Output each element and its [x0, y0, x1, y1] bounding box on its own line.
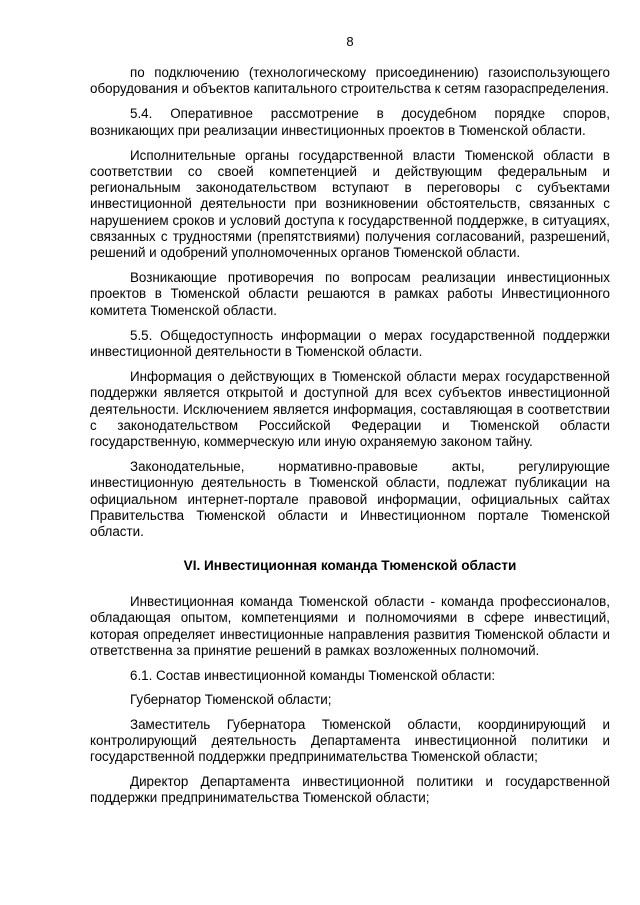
document-body	[90, 65, 610, 816]
paragraph-governor: Губернатор Тюменской области;	[130, 692, 332, 708]
paragraph-5-5: 5.5. Общедоступность информации о мерах государственной поддержки инвестиционной деятельности в Тюменской области.	[90, 327, 610, 360]
paragraph-5-4: 5.4. Оперативное рассмотрение в досудебном порядке споров, возникающих при реализации инвестиционных проектов в Тюменской области.	[90, 106, 610, 138]
paragraph-information-open: Информация о действующих в Тюменской области мерах государственной поддержки является открытой и доступной для всех субъектов инвестиционной деятельности. Исключением является информация, составляющая в соответствии с законодательством Российской Федерации и Тюменской области государственную, коммерческую или иную охраняемую законом тайну.	[90, 369, 610, 450]
page-number: 8	[346, 34, 354, 49]
paragraph-legislative-acts: Законодательные, нормативно-правовые акты, регулирующие инвестиционную деятельность в Тюменской области, подлежат публикации на официальном интернет-портале правовой информации, официальных сайтах Правительства Тюменской области и Инвестиционном портале Тюменской области.	[90, 459, 610, 540]
paragraph-investment-team: Инвестиционная команда Тюменской области - команда профессионалов, обладающая опытом, компетенциями и полномочиями в сфере инвестиций, которая определяет инвестиционные направления развития Тюменской области и ответственна за принятие решений в рамках возложенных полномочий.	[90, 594, 610, 658]
paragraph-contradictions: Возникающие противоречия по вопросам реализации инвестиционных проектов в Тюменской области решаются в рамках работы Инвестиционного комитета Тюменской области.	[90, 270, 610, 318]
paragraph-department-director: Директор Департамента инвестиционной политики и государственной поддержки предпринимательства Тюменской области;	[90, 774, 610, 806]
paragraph-executive-bodies: Исполнительные органы государственной власти Тюменской области в соответствии со своей компетенцией и действующим федеральным и региональным законодательством вступают в переговоры с субъектами инвестиционной деятельности при возникновении обстоятельств, связанных с нарушением сроков и условий доступа к государственной поддержке, в ситуациях, связанных с трудностями (препятствиями) получения согласований, разрешений, решений и одобрений уполномоченных органов Тюменской области.	[90, 147, 610, 261]
paragraph-6-1: 6.1. Состав инвестиционной команды Тюменской области:	[130, 668, 496, 684]
paragraph-deputy-governor: Заместитель Губернатора Тюменской области, координирующий и контролирующий деятельность Департамента инвестиционной политики и государственной поддержки предпринимательства Тюменской области;	[90, 716, 610, 764]
section-heading: VI. Инвестиционная команда Тюменской области	[183, 558, 517, 574]
paragraph-gas-connection: по подключению (технологическому присоединению) газоиспользующего оборудования и объектов капитального строительства к сетям газораспределения.	[90, 65, 610, 97]
